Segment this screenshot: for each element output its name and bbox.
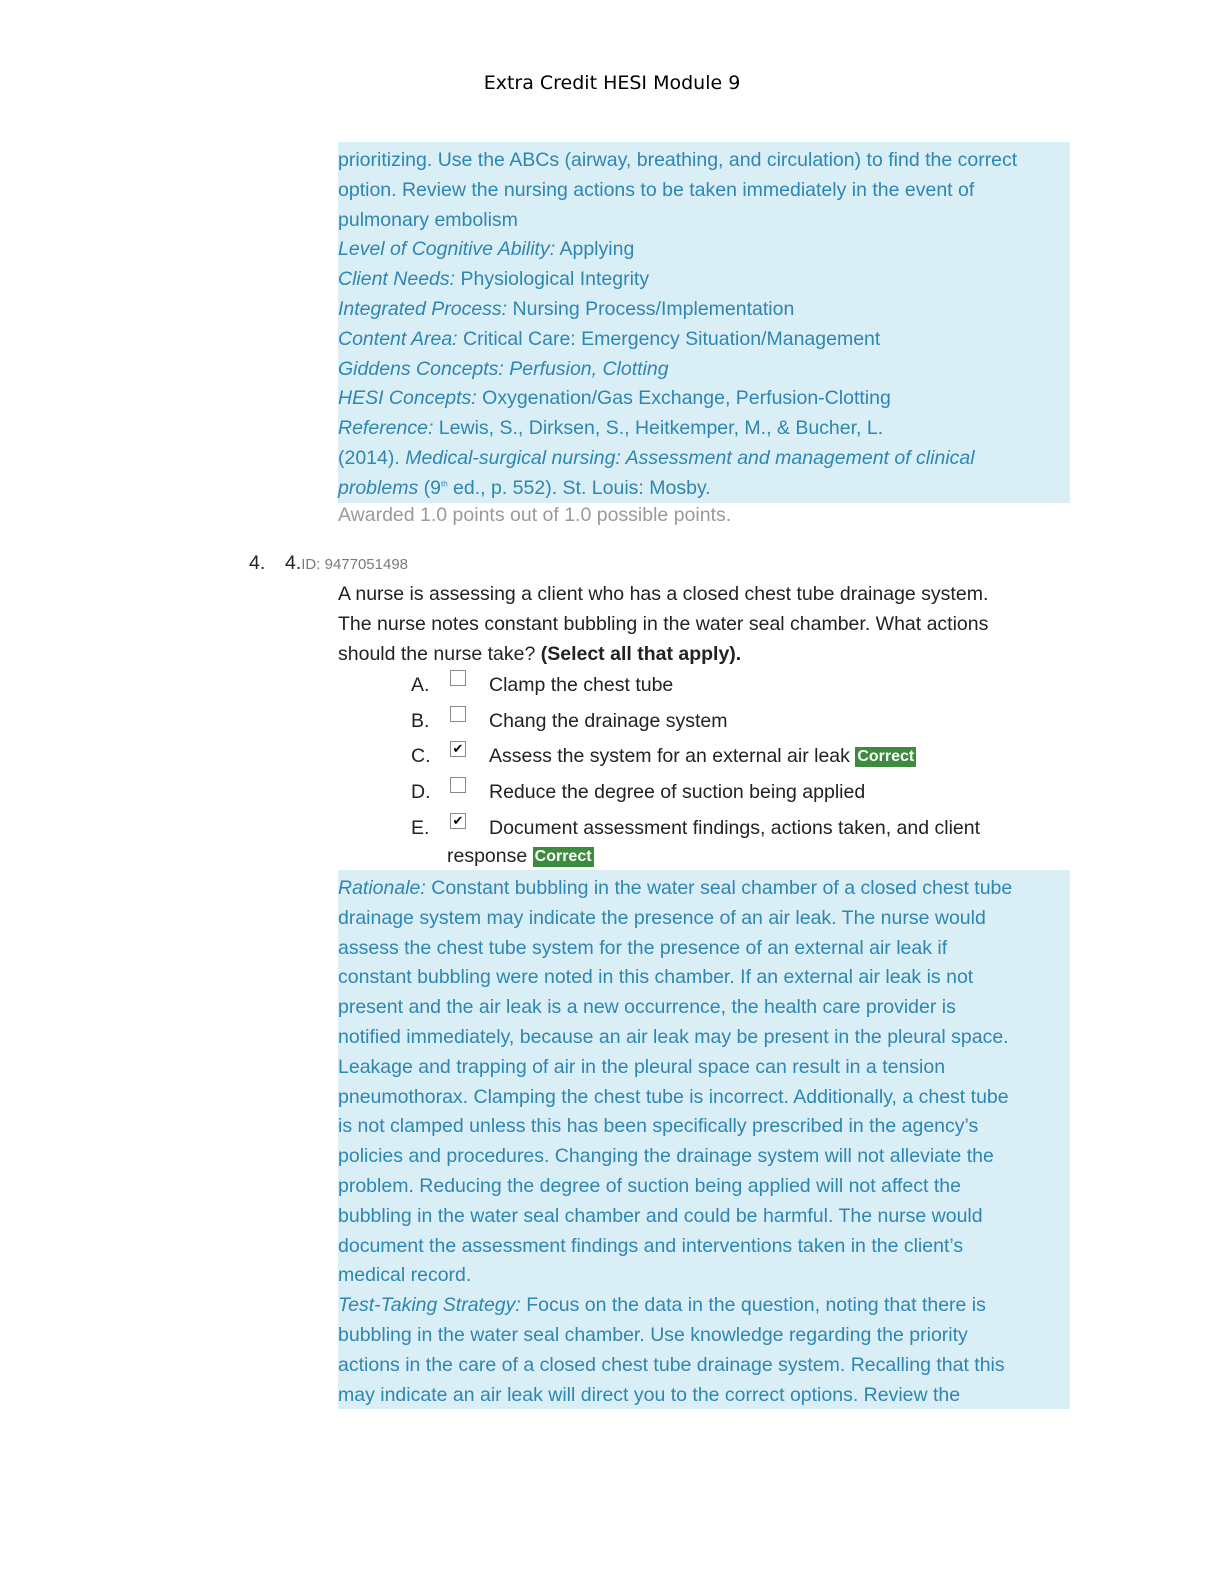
reference-year: (2014). xyxy=(338,446,406,469)
meta-label: HESI Concepts: xyxy=(338,387,477,410)
option-letter: E. xyxy=(411,817,430,839)
reference-label: Reference: xyxy=(338,417,434,440)
rationale-line: drainage system may indicate the presence of an air leak. The nurse would xyxy=(338,906,986,929)
option-checkbox[interactable] xyxy=(450,706,466,722)
strategy-line xyxy=(338,1291,1070,1321)
stem-line: The nurse notes constant bubbling in the water seal chamber. What actions xyxy=(338,612,989,635)
option-text: Reduce the degree of suction being applied xyxy=(489,781,866,803)
reference-line-3 xyxy=(338,474,1070,504)
meta-hesi-concepts xyxy=(338,384,1070,414)
question-stem xyxy=(338,580,1070,669)
meta-content-area xyxy=(338,325,1070,355)
option-a[interactable] xyxy=(0,670,1224,700)
text-line: option. Review the nursing actions to be taken immediately in the event of xyxy=(338,178,975,201)
option-checkbox-checked[interactable] xyxy=(450,741,466,757)
reference-line-2 xyxy=(338,444,1070,474)
option-b[interactable] xyxy=(0,706,1224,736)
question-id: ID: 9477051498 xyxy=(301,556,409,573)
option-text: Chang the drainage system xyxy=(489,710,728,732)
question-outer-number: 4. xyxy=(249,552,266,574)
option-checkbox[interactable] xyxy=(450,777,466,793)
reference-title: Medical-surgical nursing: Assessment and management of clinical xyxy=(405,446,975,469)
stem-text: should the nurse take? xyxy=(338,642,541,665)
meta-value: Physiological Integrity xyxy=(455,268,650,291)
option-e[interactable] xyxy=(0,813,1224,843)
reference-edition: (9 xyxy=(418,476,441,499)
rationale-line: constant bubbling were noted in this chamber. If an external air leak is not xyxy=(338,966,974,989)
text-line: prioritizing. Use the ABCs (airway, breathing, and circulation) to find the correct xyxy=(338,149,1018,171)
rationale-text: Constant bubbling in the water seal chamber of a closed chest tube xyxy=(425,877,1013,899)
select-all-instruction: (Select all that apply). xyxy=(540,642,742,665)
rationale-line: medical record. xyxy=(338,1264,472,1287)
rationale-line: document the assessment findings and interventions taken in the client’s xyxy=(338,1234,964,1257)
meta-cognitive-level xyxy=(338,235,1070,265)
option-checkbox-checked[interactable] xyxy=(450,813,466,829)
question-inner-number: 4. xyxy=(285,552,302,574)
option-text xyxy=(489,745,916,768)
option-letter: C. xyxy=(411,745,431,767)
option-text: response xyxy=(447,845,533,867)
reference-title: problems xyxy=(338,476,419,499)
option-e-continuation xyxy=(447,845,594,868)
correct-badge: Correct xyxy=(534,848,592,865)
meta-value: Oxygenation/Gas Exchange, Perfusion-Clotting xyxy=(476,387,891,410)
stem-line: A nurse is assessing a client who has a closed chest tube drainage system. xyxy=(338,583,989,605)
strategy-label: Test-Taking Strategy: xyxy=(338,1294,521,1317)
strategy-line: bubbling in the water seal chamber. Use knowledge regarding the priority xyxy=(338,1323,968,1346)
rationale-line: problem. Reducing the degree of suction being applied will not affect the xyxy=(338,1174,961,1197)
option-text: Document assessment findings, actions taken, and client xyxy=(489,817,981,839)
strategy-text: Focus on the data in the question, noting that there is xyxy=(520,1294,986,1317)
reference-edition-sup: th xyxy=(440,479,448,489)
strategy-line: actions in the care of a closed chest tube drainage system. Recalling that this xyxy=(338,1353,1005,1376)
option-letter: B. xyxy=(411,710,430,732)
rationale-box xyxy=(338,870,1070,1409)
meta-value: Critical Care: Emergency Situation/Management xyxy=(457,327,881,350)
rationale-line: notified immediately, because an air leak may be present in the pleural space. xyxy=(338,1025,1009,1048)
meta-value: Applying xyxy=(555,238,635,261)
meta-integrated-process xyxy=(338,295,1070,325)
meta-label: Level of Cognitive Ability: xyxy=(338,238,556,261)
strategy-line: may indicate an air leak will direct you to the correct options. Review the xyxy=(338,1383,961,1406)
option-d[interactable] xyxy=(0,777,1224,807)
option-label: Assess the system for an external air leak xyxy=(489,745,856,767)
option-checkbox[interactable] xyxy=(450,670,466,686)
stem-line xyxy=(338,640,1070,670)
meta-giddens-concepts xyxy=(338,355,1070,385)
page-header: Extra Credit HESI Module 9 xyxy=(483,72,741,94)
meta-label: Client Needs: xyxy=(338,268,456,291)
option-letter: D. xyxy=(411,781,431,803)
awarded-points: Awarded 1.0 points out of 1.0 possible points. xyxy=(338,504,732,526)
reference-authors: Lewis, S., Dirksen, S., Heitkemper, M., & Bucher, L. xyxy=(433,417,884,440)
option-text: Clamp the chest tube xyxy=(489,674,674,696)
reference-publisher: ed., p. 552). St. Louis: Mosby. xyxy=(447,476,711,499)
rationale-label: Rationale: xyxy=(338,877,426,899)
meta-value: Nursing Process/Implementation xyxy=(507,297,795,320)
meta-label: Content Area: xyxy=(338,327,458,350)
meta-label: Giddens Concepts: Perfusion, Clotting xyxy=(338,357,669,380)
rationale-line xyxy=(338,874,1070,904)
rationale-line: assess the chest tube system for the presence of an external air leak if xyxy=(338,936,948,959)
correct-badge: Correct xyxy=(857,748,915,765)
check-icon: ✔ xyxy=(452,813,464,828)
rationale-line: is not clamped unless this has been specifically prescribed in the agency’s xyxy=(338,1115,979,1138)
meta-label: Integrated Process: xyxy=(338,297,508,320)
rationale-line: pneumothorax. Clamping the chest tube is incorrect. Additionally, a chest tube xyxy=(338,1085,1009,1108)
rationale-line: present and the air leak is a new occurrence, the health care provider is xyxy=(338,996,956,1019)
option-c[interactable] xyxy=(0,741,1224,771)
check-icon: ✔ xyxy=(452,741,464,756)
rationale-line: Leakage and trapping of air in the pleural space can result in a tension xyxy=(338,1055,946,1078)
option-letter: A. xyxy=(411,674,430,696)
question-header xyxy=(285,552,408,575)
rationale-line: bubbling in the water seal chamber and could be harmful. The nurse would xyxy=(338,1204,983,1227)
text-line: pulmonary embolism xyxy=(338,208,518,231)
rationale-line: policies and procedures. Changing the drainage system will not alleviate the xyxy=(338,1145,994,1168)
prev-rationale-box xyxy=(338,142,1070,503)
reference-line-1 xyxy=(338,414,1070,444)
meta-client-needs xyxy=(338,265,1070,295)
